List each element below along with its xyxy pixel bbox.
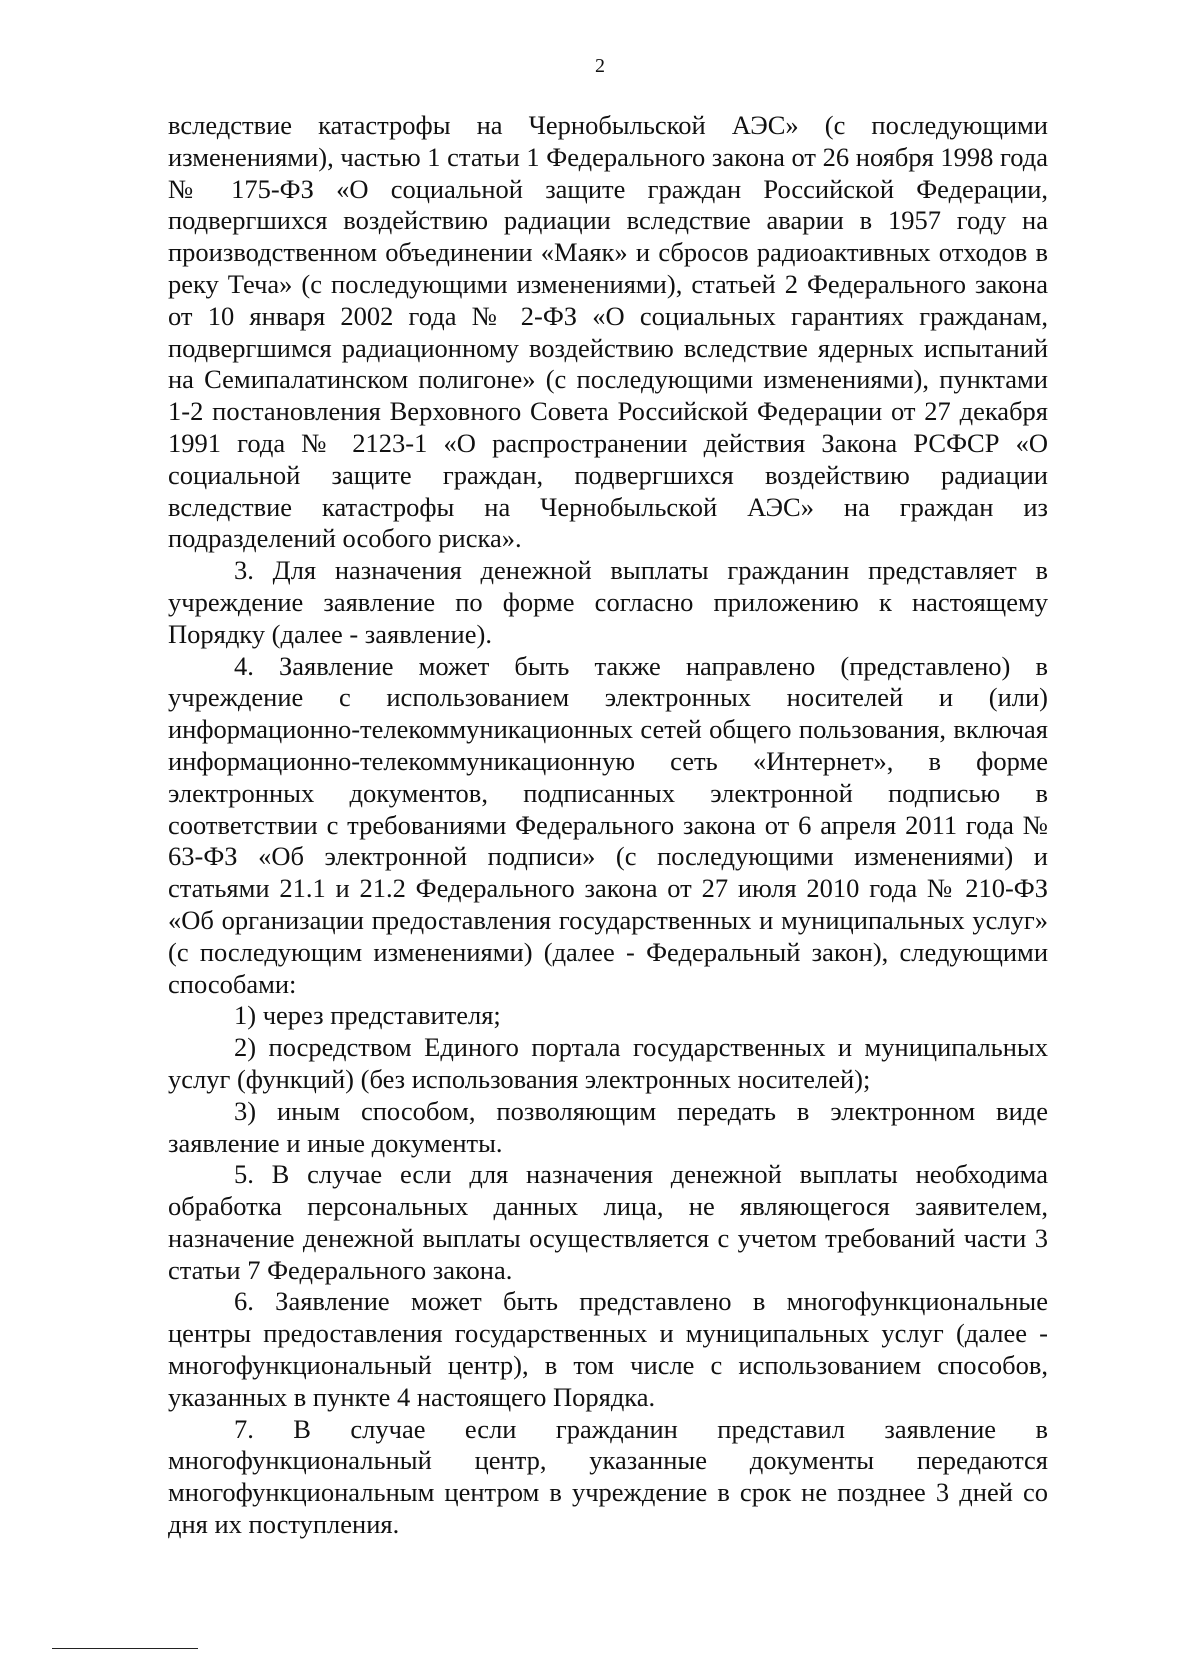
list-item-2: 2) посредством Единого портала государственных и муниципальных услуг (функций) (без использования электронных носителей); [168, 1032, 1048, 1094]
list-item-1: 1) через представителя; [234, 1000, 501, 1031]
page-number: 2 [595, 55, 605, 77]
paragraph-item-3: 3. Для назначения денежной выплаты гражданин представляет в учреждение заявление по форме согласно приложению к настоящему Порядку (далее - заявление). [168, 555, 1048, 649]
paragraph-item-5: 5. В случае если для назначения денежной выплаты необходима обработка персональных данных лица, не являющегося заявителем, назначение денежной выплаты осуществляется с учетом требований части 3 статьи 7 Федерального закона. [168, 1159, 1048, 1285]
list-item-3: 3) иным способом, позволяющим передать в электронном виде заявление и иные документы. [168, 1095, 1048, 1158]
paragraph-continuation: вследствие катастрофы на Чернобыльской АЭС» (с последующими изменениями), частью 1 статьи 1 Федерального закона от 26 ноября 1998 года № 175-ФЗ «О социальной защите граждан Российской Федерации, подвергшихся воздействию радиации вследствие аварии в 1957 году на производственном объединении «Маяк» и сбросов радиоактивных отходов в реку Теча» (с последующими изменениями), статьей 2 Федерального закона от 10 января 2002 года № 2-ФЗ «О социальных гарантиях гражданам, подвергшимся радиационному воздействию вследствие ядерных испытаний на Семипалатинском полигоне» (с последующими изменениями), пунктами 1-2 постановления Верховного Совета Российской Федерации от 27 декабря 1991 года № 2123-1 «О распространении действия Закона РСФСР «О социальной защите граждан, подвергшихся воздействию радиации вследствие катастрофы на Чернобыльской АЭС» на граждан из подразделений особого риска». [168, 110, 1048, 554]
paragraph-item-6: 6. Заявление может быть представлено в многофункциональные центры предоставления государственных и муниципальных услуг (далее - многофункциональный центр), в том числе с использованием способов, указанных в пункте 4 настоящего Порядка. [168, 1286, 1048, 1412]
paragraph-item-4: 4. Заявление может быть также направлено (представлено) в учреждение с использованием электронных носителей и (или) информационно-телекоммуникационных сетей общего пользования, включая информационно-телекоммуникационную сеть «Интернет», в форме электронных документов, подписанных электронной подписью в соответствии с требованиями Федерального закона от 6 апреля 2011 года № 63-ФЗ «Об электронной подписи» (с последующими изменениями) и статьями 21.1 и 21.2 Федерального закона от 27 июля 2010 года № 210-ФЗ «Об организации предоставления государственных и муниципальных услуг» (с последующим изменениями) (далее - Федеральный закон), следующими способами: [168, 650, 1048, 999]
paragraph-item-7: 7. В случае если гражданин представил заявление в многофункциональный центр, указанные документы передаются многофункциональным центром в учреждение в срок не позднее 3 дней со дня их поступления. [168, 1413, 1048, 1540]
document-body [168, 110, 1048, 1541]
footnote-divider [52, 1648, 198, 1649]
